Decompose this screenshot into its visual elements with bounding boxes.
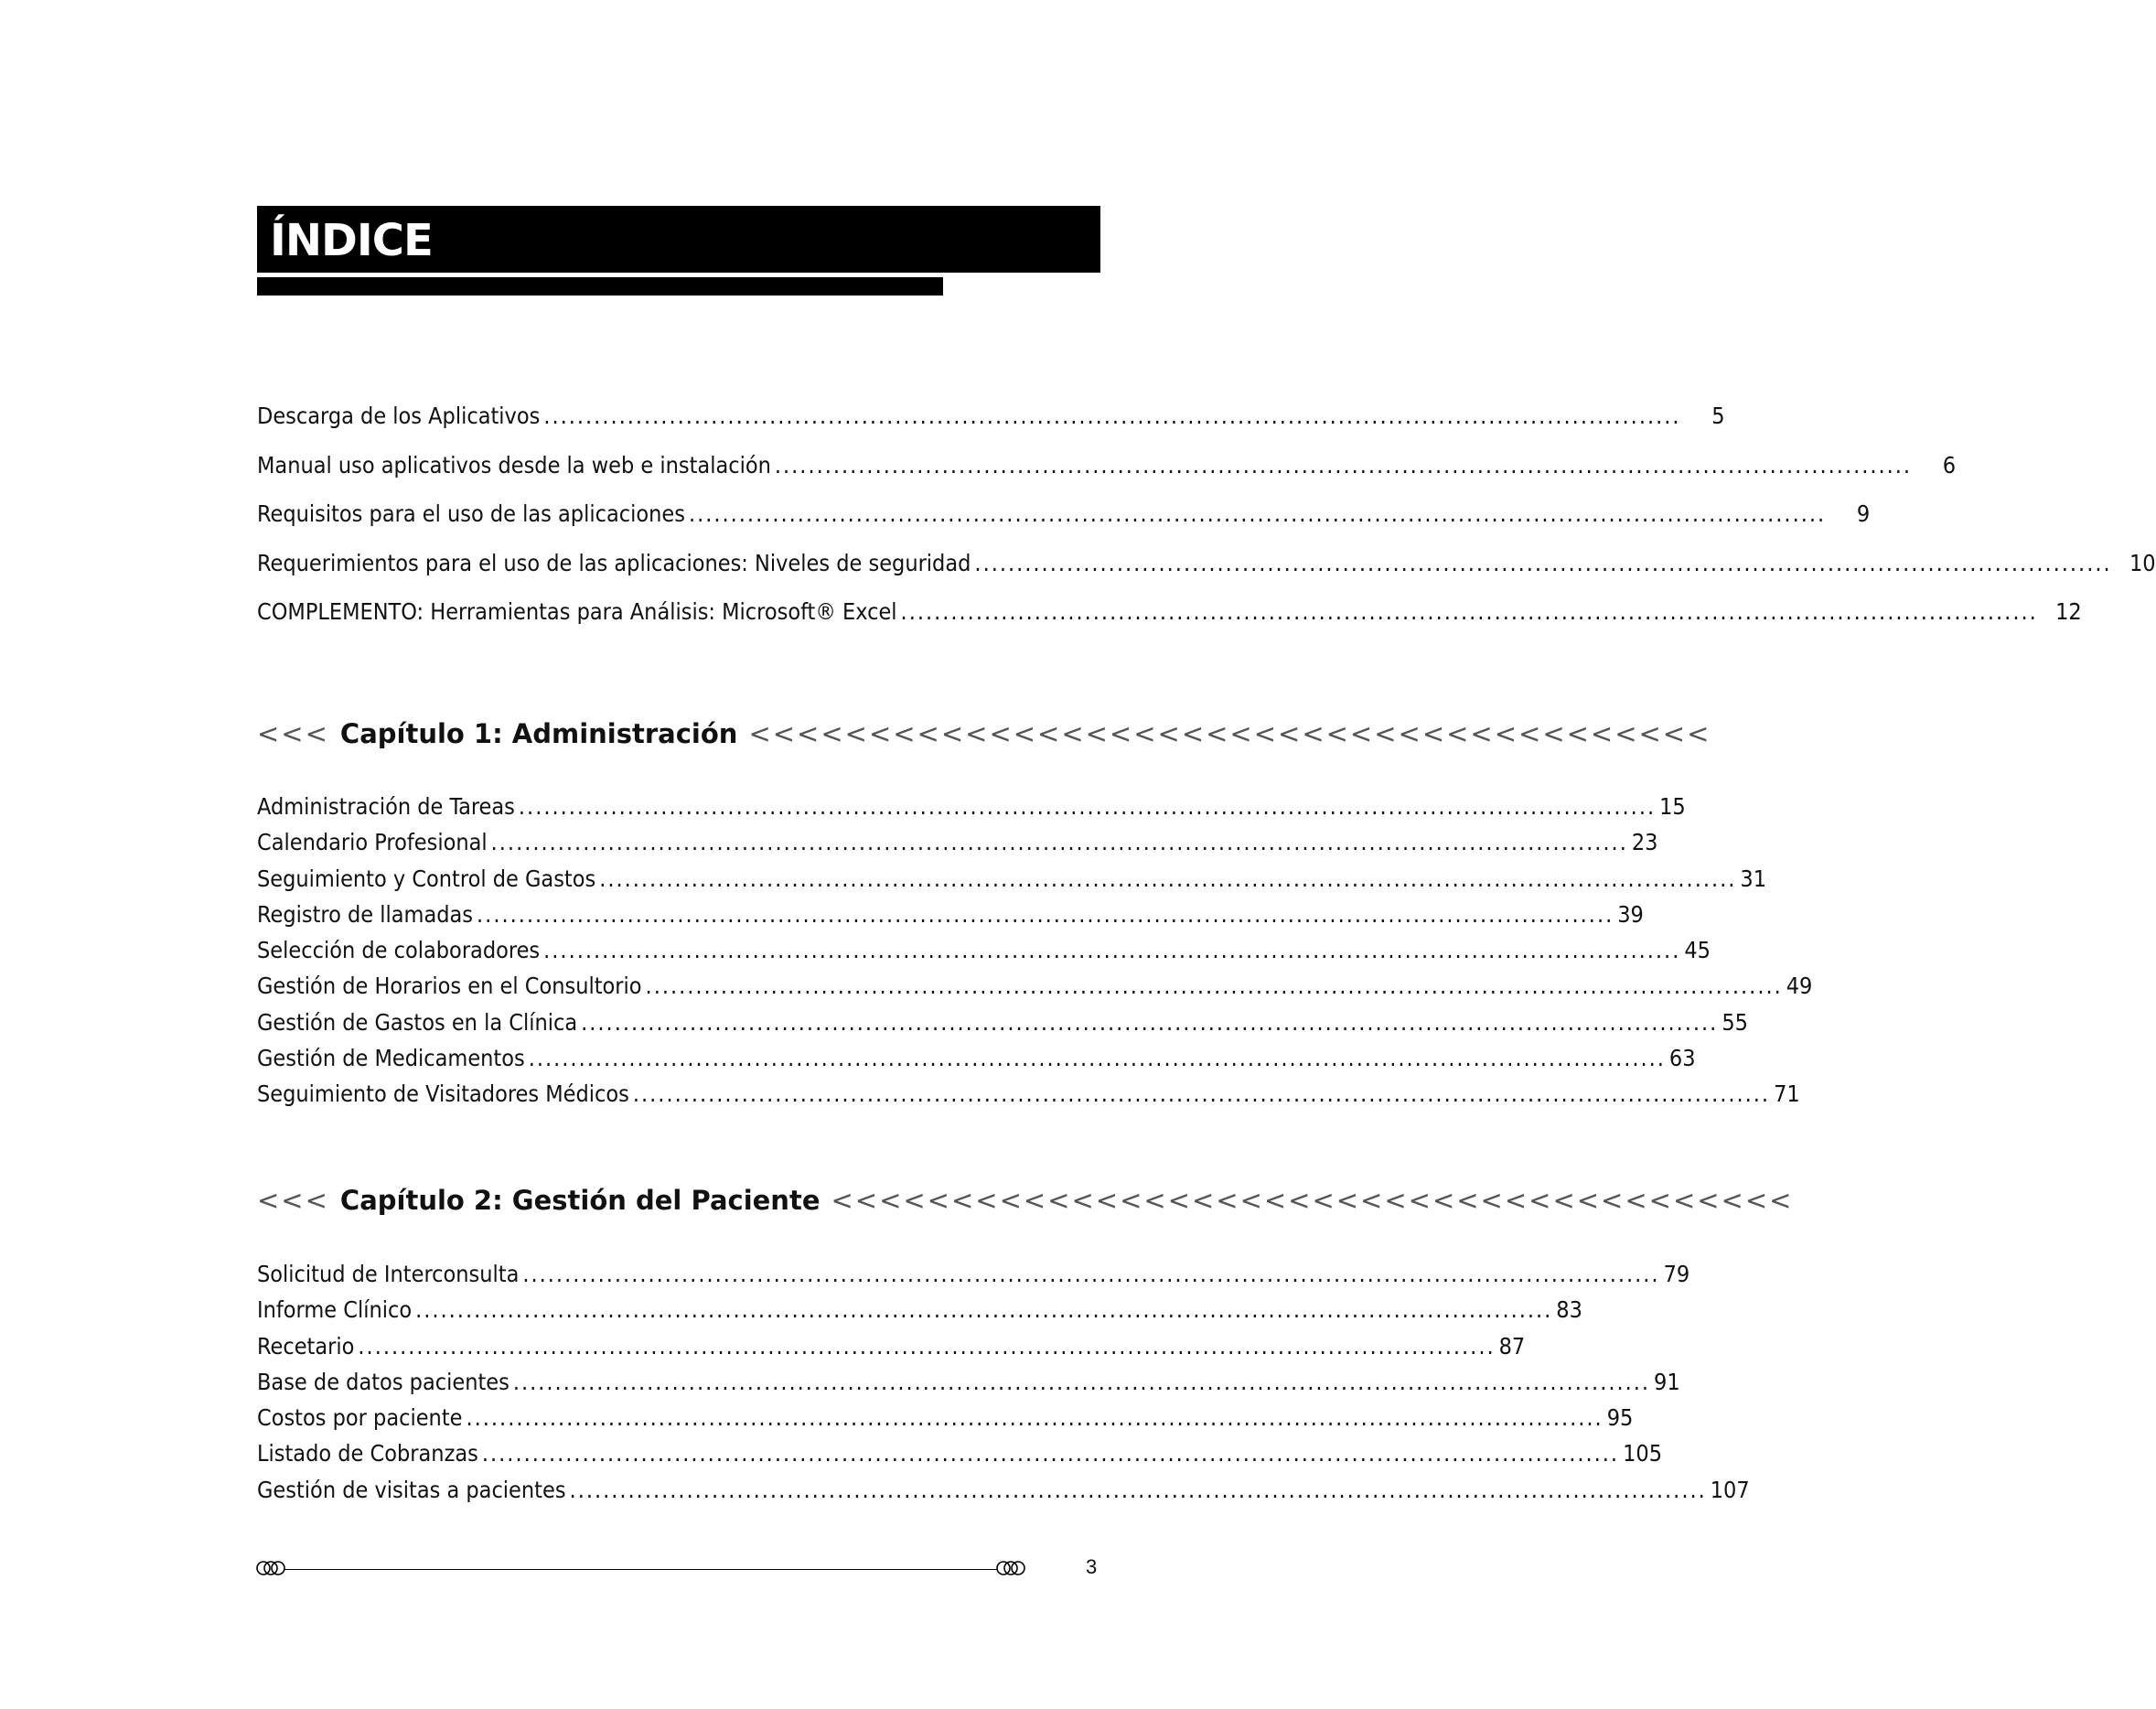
toc-entry-page: 9: [1856, 500, 1871, 527]
toc-dot-leader: ........................................................................................................................................: [358, 1332, 1496, 1360]
toc-entry-label: Administración de Tareas: [257, 793, 515, 820]
toc-entry-page: 63: [1668, 1045, 1696, 1072]
toc-entry: [257, 865, 1767, 901]
toc-entry-page: 105: [1623, 1440, 1662, 1467]
toc-entry: [257, 1368, 1680, 1404]
toc-entry-label: Requerimientos para el uso de las aplicaciones: Niveles de seguridad: [257, 549, 971, 576]
chapter-2-toc: [257, 1261, 1750, 1512]
toc-entry-label: Calendario Profesional: [257, 829, 488, 856]
intro-toc: [257, 403, 2156, 648]
toc-entry-label: Listado de Cobranzas: [257, 1440, 478, 1467]
toc-entry-page: 10: [2129, 549, 2156, 576]
toc-entry-page: 107: [1710, 1476, 1750, 1503]
toc-dot-leader: ........................................................................................................................................: [581, 1008, 1719, 1036]
toc-dot-leader: ........................................................................................................................................: [900, 598, 2038, 625]
toc-entry-label: Informe Clínico: [257, 1296, 413, 1324]
toc-entry-label: Manual uso aplicativos desde la web e instalación: [257, 451, 771, 478]
toc-dot-leader: ........................................................................................................................................: [543, 403, 1681, 429]
toc-entry: [257, 1404, 1634, 1440]
toc-dot-leader: ........................................................................................................................................: [490, 829, 1628, 856]
toc-dot-leader: ........................................................................................................................................: [688, 500, 1827, 527]
toc-dot-leader: ........................................................................................................................................: [522, 1261, 1660, 1287]
toc-entry-page: 49: [1786, 973, 1813, 1000]
toc-dot-leader: ........................................................................................................................................: [481, 1440, 1620, 1467]
toc-entry: [257, 973, 1813, 1008]
toc-entry-page: 31: [1740, 865, 1767, 892]
toc-entry: [257, 451, 1957, 501]
toc-entry: [257, 900, 1644, 937]
toc-entry-page: 55: [1722, 1008, 1748, 1036]
chapter-prefix: <<<: [257, 1185, 329, 1216]
toc-entry-label: Base de datos pacientes: [257, 1368, 510, 1395]
chapter-prefix: <<<: [257, 718, 329, 749]
toc-entry: [257, 549, 2156, 599]
toc-dot-leader: ........................................................................................................................................: [528, 1045, 1666, 1072]
toc-entry-page: 95: [1606, 1404, 1634, 1432]
toc-dot-leader: ........................................................................................................................................: [599, 865, 1737, 892]
toc-dot-leader: ........................................................................................................................................: [632, 1080, 1771, 1108]
toc-entry-label: COMPLEMENTO: Herramientas para Análisis: Microsoft® Excel: [257, 598, 897, 625]
toc-entry-label: Gestión de Horarios en el Consultorio: [257, 973, 642, 1000]
footer-rule: [284, 1569, 997, 1570]
toc-entry-page: 15: [1659, 793, 1686, 820]
toc-entry-page: 91: [1654, 1368, 1680, 1395]
toc-entry-label: Selección de colaboradores: [257, 937, 541, 964]
toc-entry-page: 45: [1684, 937, 1711, 964]
toc-entry: [257, 1080, 1800, 1116]
toc-dot-leader: ........................................................................................................................................: [543, 937, 1681, 964]
toc-entry-label: Recetario: [257, 1332, 355, 1360]
toc-dot-leader: ........................................................................................................................................: [477, 900, 1614, 928]
toc-dot-leader: ........................................................................................................................................: [415, 1296, 1553, 1324]
chapter-title: Capítulo 2: Gestión del Paciente: [339, 1185, 821, 1216]
toc-entry-page: 39: [1617, 900, 1644, 928]
toc-entry: [257, 1296, 1582, 1332]
chapter-suffix: <<<<<<<<<<<<<<<<<<<<<<<<<<<<<<<<<<<<<<<<: [748, 718, 1711, 749]
toc-entry: [257, 1261, 1690, 1296]
toc-entry: [257, 1008, 1748, 1045]
toc-entry-page: 23: [1631, 829, 1658, 856]
toc-entry-page: 12: [2055, 598, 2082, 625]
toc-entry-page: 87: [1498, 1332, 1526, 1360]
chapter-title: Capítulo 1: Administración: [339, 718, 738, 749]
toc-entry-page: 71: [1774, 1080, 1800, 1108]
chapter-1-toc: [257, 793, 1813, 1117]
toc-entry: [257, 1440, 1662, 1476]
toc-entry-label: Requisitos para el uso de las aplicaciones: [257, 500, 685, 527]
toc-entry-label: Registro de llamadas: [257, 900, 474, 928]
toc-entry: [257, 1476, 1750, 1512]
chapter-suffix: <<<<<<<<<<<<<<<<<<<<<<<<<<<<<<<<<<<<<<<<: [831, 1185, 1794, 1216]
toc-entry: [257, 1045, 1696, 1080]
toc-entry-page: 6: [1942, 451, 1957, 478]
chapter-2-heading: [257, 1185, 1794, 1216]
toc-dot-leader: ........................................................................................................................................: [974, 549, 2112, 576]
toc-entry-label: Seguimiento y Control de Gastos: [257, 865, 596, 892]
toc-entry-label: Costos por paciente: [257, 1404, 463, 1432]
toc-dot-leader: ........................................................................................................................................: [569, 1476, 1707, 1503]
toc-entry-label: Gestión de Medicamentos: [257, 1045, 525, 1072]
toc-entry: [257, 403, 1725, 452]
toc-dot-leader: ........................................................................................................................................: [645, 973, 1783, 1000]
page-title: ÍNDICE: [270, 215, 433, 266]
triple-ring-ornament-icon: [995, 1557, 1026, 1579]
toc-entry: [257, 1332, 1526, 1369]
toc-dot-leader: ........................................................................................................................................: [518, 793, 1657, 820]
toc-entry: [257, 500, 1871, 550]
toc-entry: [257, 793, 1686, 829]
toc-dot-leader: ........................................................................................................................................: [466, 1404, 1604, 1432]
title-banner: [257, 206, 1100, 273]
toc-dot-leader: ........................................................................................................................................: [512, 1368, 1651, 1395]
page-number: 3: [1086, 1555, 1098, 1578]
chapter-1-heading: [257, 718, 1711, 749]
toc-entry-page: 5: [1711, 403, 1725, 429]
toc-entry-page: 83: [1556, 1296, 1582, 1324]
toc-entry-label: Gestión de Gastos en la Clínica: [257, 1008, 578, 1036]
title-underline-bar: [257, 277, 943, 296]
triple-ring-ornament-icon: [255, 1557, 286, 1579]
toc-entry: [257, 829, 1658, 865]
toc-dot-leader: ........................................................................................................................................: [774, 451, 1913, 478]
toc-entry-label: Descarga de los Aplicativos: [257, 403, 541, 429]
toc-entry: [257, 598, 2082, 648]
toc-entry-label: Seguimiento de Visitadores Médicos: [257, 1080, 629, 1108]
toc-entry-page: 79: [1663, 1261, 1690, 1287]
toc-entry: [257, 937, 1711, 973]
toc-entry-label: Gestión de visitas a pacientes: [257, 1476, 566, 1503]
toc-entry-label: Solicitud de Interconsulta: [257, 1261, 520, 1287]
